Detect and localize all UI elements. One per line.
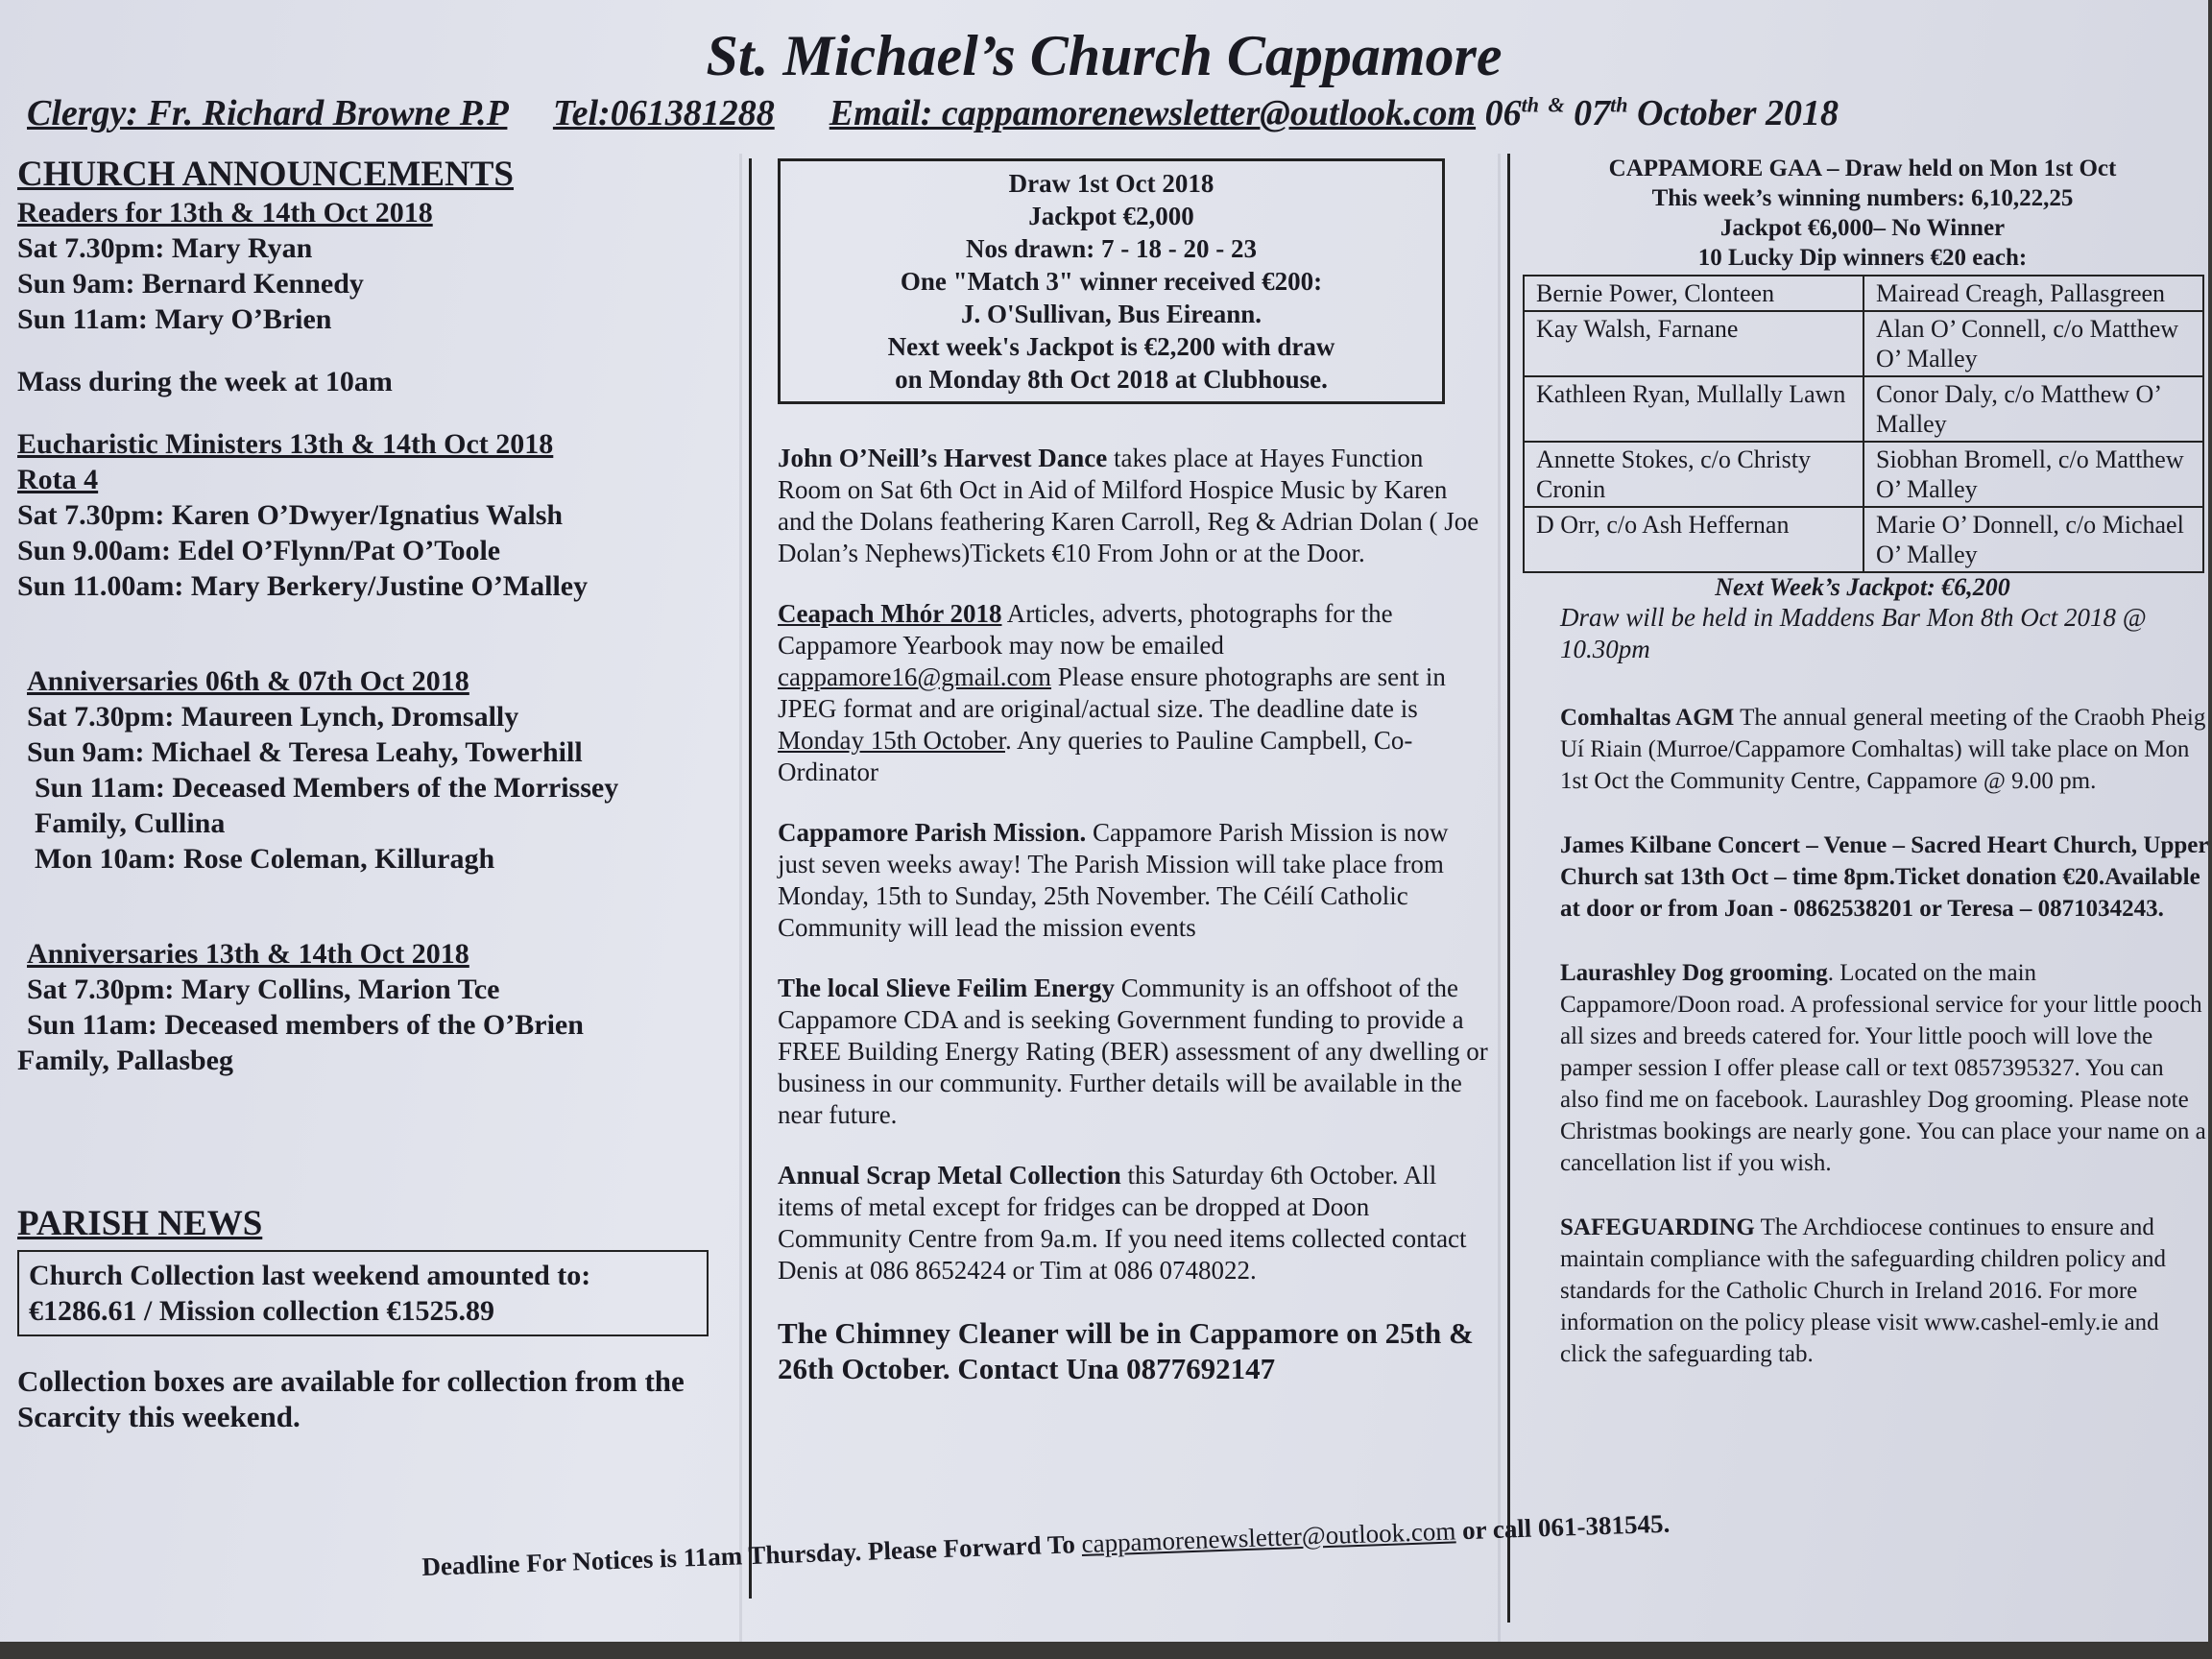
next-jackpot: Next Week’s Jackpot: €6,200	[1715, 573, 2010, 601]
anniversary-line: Mon 10am: Rose Coleman, Killuragh	[35, 843, 495, 875]
gaa-heading: CAPPAMORE GAA – Draw held on Mon 1st Oct	[1608, 156, 2117, 181]
lotto-line: Jackpot €2,000	[1028, 202, 1194, 230]
table-row	[1524, 376, 2203, 442]
reader-line: Sun 9am: Bernard Kennedy	[17, 268, 364, 300]
table-row	[1524, 276, 2203, 311]
anniversary-line: Sun 11am: Deceased members of the O’Brien	[27, 1009, 584, 1041]
yearbook-email-link[interactable]: cappamore16@gmail.com	[778, 662, 1052, 691]
concert-notice: James Kilbane Concert – Venue – Sacred Heart Church, Upper Church sat 13th Oct – time 8pm.Ticket donation €20.Available at door or from Joan - 0862538201 or Teresa – 0871034243.	[1560, 832, 2208, 922]
phone: Tel:061381288	[552, 93, 775, 133]
energy-notice: The local Slieve Feilim Energy Community is an offshoot of the Cappamore CDA and is seeking Government funding to provide a FREE Building Energy Rating (BER) assessment of any dwelling or business in our community. Further details will be available in the near future.	[778, 974, 1488, 1129]
minister-line: Sat 7.30pm: Karen O’Dwyer/Ignatius Walsh	[17, 499, 564, 531]
winner-cell: Kay Walsh, Farnane	[1524, 311, 1863, 376]
table-row	[1524, 311, 2203, 376]
email[interactable]: Email: cappamorenewsletter@outlook.com	[829, 93, 1477, 133]
paper-fold	[739, 154, 742, 1642]
minister-line: Sun 9.00am: Edel O’Flynn/Pat O’Toole	[17, 535, 501, 566]
winners-table	[1523, 275, 2204, 573]
paper-fold	[1498, 154, 1501, 1642]
anniversaries-heading: Anniversaries 06th & 07th Oct 2018	[27, 665, 469, 697]
footer-deadline: Deadline For Notices is 11am Thursday. Please Forward To cappamorenewsletter@outlook.com or call 061-381545.	[421, 1508, 1671, 1582]
winner-cell: Siobhan Bromell, c/o Matthew O’ Malley	[1863, 442, 2203, 507]
lotto-box	[778, 158, 1445, 404]
right-column	[1517, 154, 2208, 1403]
collection-box	[17, 1250, 709, 1336]
left-column	[17, 154, 728, 1434]
middle-column	[778, 158, 1488, 1386]
clergy: Clergy: Fr. Richard Browne P.P	[27, 93, 508, 133]
ministers-heading: Eucharistic Ministers 13th & 14th Oct 2018	[17, 428, 554, 460]
reader-line: Sat 7.30pm: Mary Ryan	[17, 232, 313, 264]
safeguarding-notice: SAFEGUARDING The Archdiocese continues to ensure and maintain compliance with the safeguarding children policy and standards for the Catholic Church in Ireland 2016. For more information on the policy please visit www.cashel-emly.ie and click the safeguarding tab.	[1560, 1214, 2167, 1367]
collection-line: €1286.61 / Mission collection €1525.89	[29, 1295, 494, 1327]
gaa-lucky-dip: 10 Lucky Dip winners €20 each:	[1697, 245, 2028, 271]
scrap-metal-notice: Annual Scrap Metal Collection this Saturday 6th October. All items of metal except for fridges can be dropped at Doon Community Centre from 9a.m. If you need items collected contact Denis at 086 8652424 or Tim at 086 0748022.	[778, 1161, 1467, 1285]
winner-cell: Bernie Power, Clonteen	[1524, 276, 1863, 311]
column-divider	[749, 158, 752, 1599]
lotto-line: Draw 1st Oct 2018	[1008, 169, 1214, 198]
rota: Rota 4	[17, 464, 99, 495]
comhaltas-notice: Comhaltas AGM The annual general meeting of the Craobh Pheig Uí Riain (Murroe/Cappamore Comhaltas) will take place on Mon 1st Oct the Community Centre, Cappamore @ 9.00 pm.	[1560, 705, 2206, 794]
anniversary-line: Sun 9am: Michael & Teresa Leahy, Towerhill	[27, 736, 583, 768]
readers-heading: Readers for 13th & 14th Oct 2018	[17, 197, 433, 228]
winner-cell: Alan O’ Connell, c/o Matthew O’ Malley	[1863, 311, 2203, 376]
parish-news-heading: PARISH NEWS	[17, 1204, 263, 1243]
dog-grooming-notice: Laurashley Dog grooming. Located on the main Cappamore/Doon road. A professional service for your little pooch all sizes and breeds catered for. Your little pooch will love the pamper session I offer please call or text 0857395327. You can also find me on facebook. Laurashley Dog grooming. Please note Christmas bookings are nearly gone. You can place your name on a cancellation list if you wish.	[1560, 960, 2206, 1176]
table-row	[1524, 442, 2203, 507]
winner-cell: Annette Stokes, c/o Christy Cronin	[1524, 442, 1863, 507]
lotto-line: J. O'Sullivan, Bus Eireann.	[960, 300, 1262, 328]
footer-email-link[interactable]: cappamorenewsletter@outlook.com	[1081, 1516, 1456, 1559]
issue-date: 06th & 07th October 2018	[1484, 92, 1839, 133]
winner-cell: Mairead Creagh, Pallasgreen	[1863, 276, 2203, 311]
yearbook-notice: Ceapach Mhór 2018 Articles, adverts, photographs for the Cappamore Yearbook may now be emailed cappamore16@gmail.com Please ensure photographs are sent in JPEG format and are original/actual size. The deadline date is Monday 15th October. Any queries to Pauline Campbell, Co-Ordinator	[778, 599, 1446, 786]
winner-cell: Conor Daly, c/o Matthew O’ Malley	[1863, 376, 2203, 442]
harvest-dance-notice: John O’Neill’s Harvest Dance takes place at Hayes Function Room on Sat 6th Oct in Aid of Milford Hospice Music by Karen and the Dolans feathering Karen Carroll, Reg & Adrian Dolan ( Joe Dolan’s Nephews)Tickets €10 From John or at the Door.	[778, 444, 1479, 567]
column-divider	[1507, 154, 1510, 1623]
gaa-jackpot: Jackpot €6,000– No Winner	[1719, 215, 2006, 241]
header-info	[27, 92, 2120, 134]
newsletter-title: St. Michael’s Church Cappamore	[706, 24, 1503, 87]
lotto-line: One "Match 3" winner received €200:	[900, 267, 1323, 296]
anniversary-line: Sat 7.30pm: Mary Collins, Marion Tce	[27, 974, 500, 1005]
winner-cell: D Orr, c/o Ash Heffernan	[1524, 507, 1863, 572]
lotto-line: on Monday 8th Oct 2018 at Clubhouse.	[895, 365, 1328, 394]
lotto-line: Nos drawn: 7 - 18 - 20 - 23	[966, 234, 1257, 263]
mass-note: Mass during the week at 10am	[17, 366, 393, 397]
winner-cell: Kathleen Ryan, Mullally Lawn	[1524, 376, 1863, 442]
collection-boxes-note: Collection boxes are available for collection from the Scarcity this weekend.	[17, 1364, 685, 1433]
anniversary-line: Sat 7.30pm: Maureen Lynch, Dromsally	[27, 701, 519, 733]
collection-line: Church Collection last weekend amounted to:	[29, 1260, 591, 1291]
anniversary-line: Family, Pallasbeg	[17, 1045, 233, 1076]
parish-mission-notice: Cappamore Parish Mission. Cappamore Parish Mission is now just seven weeks away! The Parish Mission will take place from Monday, 15th to Sunday, 25th November. The Céilí Catholic Community will lead the mission events	[778, 818, 1449, 942]
gaa-numbers: This week’s winning numbers: 6,10,22,25	[1651, 185, 2074, 211]
church-announcements-heading: CHURCH ANNOUNCEMENTS	[17, 155, 515, 194]
lotto-line: Next week's Jackpot is €2,200 with draw	[887, 332, 1335, 361]
reader-line: Sun 11am: Mary O’Brien	[17, 303, 332, 335]
anniversaries-heading: Anniversaries 13th & 14th Oct 2018	[27, 938, 469, 970]
chimney-cleaner-notice: The Chimney Cleaner will be in Cappamore on 25th & 26th October. Contact Una 0877692147	[778, 1316, 1474, 1385]
anniversary-line: Sun 11am: Deceased Members of the Morrissey	[35, 772, 619, 804]
winner-cell: Marie O’ Donnell, c/o Michael O’ Malley	[1863, 507, 2203, 572]
minister-line: Sun 11.00am: Mary Berkery/Justine O’Malley	[17, 570, 589, 602]
draw-note: Draw will be held in Maddens Bar Mon 8th Oct 2018 @ 10.30pm	[1560, 603, 2147, 663]
table-row	[1524, 507, 2203, 572]
anniversary-line: Family, Cullina	[35, 807, 226, 839]
